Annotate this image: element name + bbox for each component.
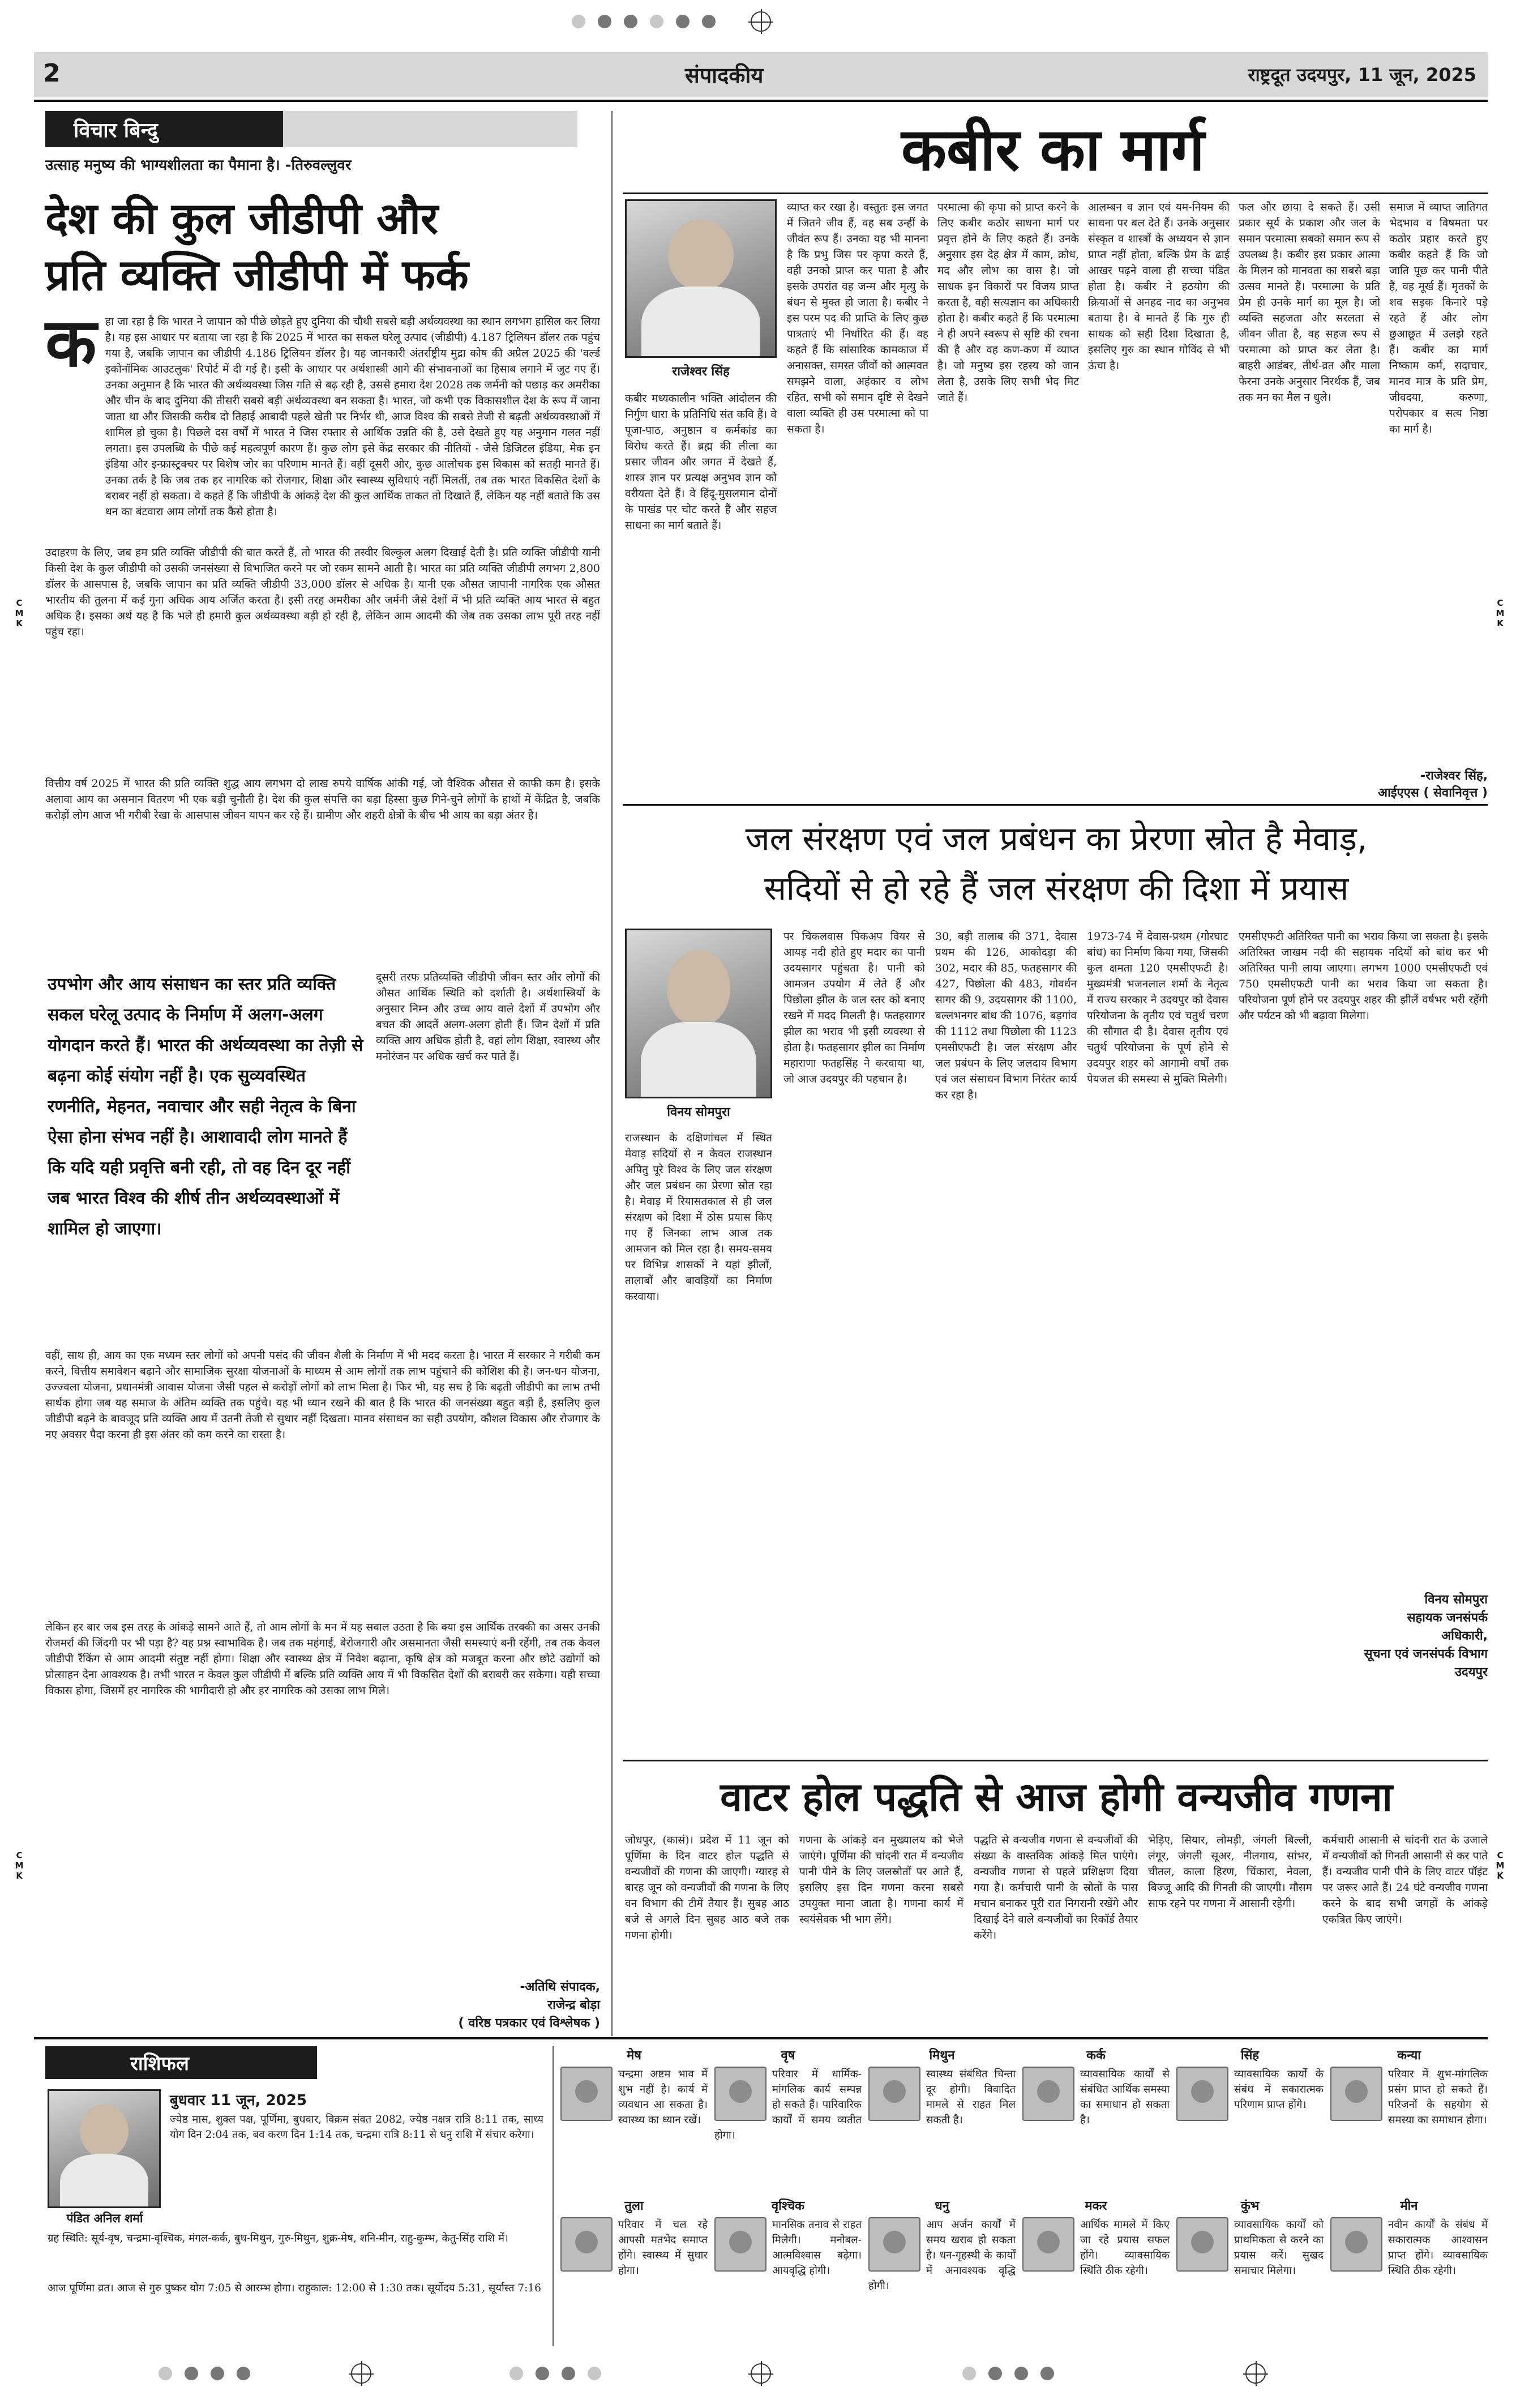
rashi-name: मीन — [1400, 2199, 1418, 2213]
kabir-col-4: आलम्बन व ज्ञान एवं यम-नियम की साधना पर बल देते हैं। उनके अनुसार संस्कृत व शास्त्रों के अध्ययन से ज्ञान प्राप्त नहीं होता, बल्कि प्रेम के ढाई आखर पढ़ने वाला ही सच्चा पंडित होता है। कबीर ने हठयोग की क्रियाओं से अनहद नाद का अनुभव बताया है। वे मानते हैं कि गुरु ही साधक को सही दिशा दिखाता है, इसलिए गुरु का स्थान गोविंद से भी ऊंचा है। — [1088, 201, 1230, 372]
mewar-byline-title-1: सहायक जनसंपर्क — [1407, 1611, 1488, 1625]
rashi-text: आर्थिक मामले में किए जा रहे प्रयास सफल होंगे। व्यावसायिक स्थिति ठीक रहेगी। — [1080, 2219, 1170, 2277]
rashi-kark — [1022, 2046, 1170, 2188]
rashi-name: मिथुन — [929, 2048, 955, 2063]
column-divider-left — [611, 111, 613, 2036]
rashi-name: मकर — [1085, 2199, 1107, 2213]
rashi-name: धनु — [935, 2199, 949, 2213]
kabir-byline-title: आईएएस ( सेवानिवृत्त ) — [1378, 786, 1488, 800]
rashi-text: परिवार में चल रहे आपसी मतभेद समाप्त होंगे। स्वास्थ्य में सुधार होगा। — [618, 2219, 708, 2277]
gdp-byline-author: राजेन्द्र बोड़ा — [547, 1998, 600, 2012]
capricorn-icon — [1022, 2217, 1074, 2272]
astrologer-photo — [48, 2089, 161, 2208]
waterhole-col-2: गणना के आंकड़े वन मुख्यालय को भेजे जाएंगे। पूर्णिमा की चांदनी रात में वन्यजीव पानी पीने के लिए जलस्रोतों पर आते हैं, इसलिए इस दिन गणना करना सबसे उपयुक्त माना जाता है। गणना कार्य में स्वयंसेवक भी भाग लेंगे। — [799, 1834, 963, 1926]
kabir-col-3: परमात्मा की कृपा को प्राप्त करने के लिए कबीर कठोर साधना मार्ग पर प्रवृत्त होने के लिए कहते हैं। उनके अनुसार इस देह क्षेत्र में काम, क्रोध, मद और लोभ का वास है। जो साधक इन विकारों पर विजय प्राप्त करता है, वही सत्यज्ञान का अधिकारी होता है। कबीर कहते हैं कि परमात्मा ने ही अपने स्वरूप से सृष्टि की रचना की है और वह कण-कण में व्याप्त है। जो मनुष्य इस रहस्य को जान लेता है, उसके लिए सभी भेद मिट जाते हैं। — [937, 201, 1079, 404]
waterhole-col-1: जोधपुर, (कासं)। प्रदेश में 11 जून को पूर्णिमा के दिन वाटर होल पद्धति से वन्यजीवों की गणना की जाएगी। ग्यारह से बारह जून को वन्यजीवों की गणना के लिए वन विभाग की टीमें तैयार हैं। सुबह आठ बजे से अगले दिन सुबह आठ बजे तक गणना होगी। — [625, 1834, 789, 1941]
astrologer-name: पंडित अनिल शर्मा — [66, 2212, 143, 2225]
rashi-text: व्यावसायिक कार्यों से संबंधित आर्थिक समस्या का समाधान हो सकता है। — [1080, 2068, 1170, 2126]
gdp-dropcap: क — [45, 303, 97, 382]
vichar-band — [283, 111, 577, 147]
rashi-vrishchik — [714, 2197, 862, 2344]
rashi-tula — [560, 2197, 708, 2344]
pisces-icon — [1330, 2217, 1382, 2272]
vichar-label-box — [45, 111, 283, 147]
gemini-icon — [868, 2067, 920, 2121]
aquarius-icon — [1176, 2217, 1228, 2272]
kabir-photo-caption: राजेश्वर सिंह — [672, 365, 730, 379]
rashi-text: स्वास्थ्य संबंधित चिन्ता दूर होगी। विवादित मामले से राहत मिल सकती है। — [926, 2068, 1016, 2126]
rashi-name: सिंह — [1240, 2048, 1260, 2063]
rashi-singh — [1176, 2046, 1324, 2188]
kabir-byline — [1245, 768, 1488, 802]
kabir-col-2: व्याप्त कर रखा है। वस्तुतः इस जगत में जितने जीव हैं, वह सब उन्हीं के जीवंत रूप हैं। उनका यह भी मानना है कि प्रभु जिस पर कृपा करते हैं, वही उनको प्राप्त कर पाता है और इसके उपरांत वह जन्म और मृत्यु के बंधन से मुक्त हो जाता है। कबीर ने इस परम पद की प्राप्ति के लिए कुछ पात्रताएं भी निर्धारित की हैं। वह कहते हैं कि सांसारिक कामकाज में अनासक्त, समस्त जीवों को आत्मवत समझने वाला, अहंकार व लोभ रहित, सभी को समान दृष्टि से देखने वाला व्यक्ति ही उस परमात्मा को पा सकता है। — [787, 201, 928, 435]
cmk-marks-right-bottom: C M K — [1496, 1850, 1505, 1881]
rashi-name: कन्या — [1397, 2048, 1421, 2063]
rashi-kanya — [1330, 2046, 1488, 2188]
rashi-text: व्यावसायिक कार्यों के संबंध में सकारात्मक परिणाम प्राप्त होंगे। — [1234, 2068, 1324, 2111]
vichar-quote: उत्साह मनुष्य की भाग्यशीलता का पैमाना है। -तिरुवल्लुवर — [45, 157, 352, 174]
gdp-headline-line1: देश की कुल जीडीपी और — [45, 193, 438, 243]
mewar-byline-title-4: उदयपुर — [1455, 1665, 1488, 1679]
mewar-byline-title-3: सूचना एवं जनसंपर्क विभाग — [1364, 1647, 1488, 1661]
mewar-photo-caption: विनय सोमपुरा — [667, 1105, 730, 1119]
taurus-icon — [714, 2067, 766, 2121]
gdp-para-2: उदाहरण के लिए, जब हम प्रति व्यक्ति जीडीपी की बात करते हैं, तो भारत की तस्वीर बिल्कुल अलग दिखाई देती है। प्रति व्यक्ति जीडीपी यानी किसी देश के कुल जीडीपी को उसकी जनसंख्या से विभाजित करने पर जो रकम सामने आती है। भारत का प्रति व्यक्ति जीडीपी लगभग 2,800 डॉलर के आसपास है, जबकि जापान का प्रति व्यक्ति जीडीपी 33,000 डॉलर से अधिक है। यानी एक औसत जापानी नागरिक एक औसत भारतीय की तुलना में कई गुना अधिक आय अर्जित करता है। इसी तरह अमरीका और जर्मनी जैसे देशों में भी प्रति व्यक्ति आय भारत से बहुत अधिक है। इसका अर्थ यह है कि भले ही हमारी कुल अर्थव्यवस्था बड़ी हो रही है, लेकिन आम आदमी की जेब तक उसका लाभ पूरी तरह नहीं पहुंच रहा। — [45, 546, 600, 638]
virgo-icon — [1330, 2067, 1382, 2121]
masthead-rule — [34, 100, 1488, 102]
rashi-name: कर्क — [1086, 2048, 1106, 2063]
section-title: संपादकीय — [685, 63, 764, 88]
rashi-dhanu — [868, 2197, 1016, 2344]
rashifal-top-rule — [34, 2037, 1488, 2039]
aries-icon — [560, 2067, 613, 2121]
rashi-kumbh — [1176, 2197, 1324, 2344]
rashifal-panchang: ज्येष्ठ मास, शुक्ल पक्ष, पूर्णिमा, बुधवार, विक्रम संवत 2082, ज्येष्ठ नक्षत्र रात्रि 8:11 तक, साध्य योग दिन 2:04 तक, बव करण दिन 1:14 तक, चन्द्रमा रात्रि 8:11 से धनु राशि में संचार करेगा। — [170, 2114, 543, 2141]
vichar-label: विचार बिन्दु — [74, 119, 158, 142]
kabir-col-5: फल और छाया दे सकते हैं। उसी प्रकार सूर्य के प्रकाश और जल के समान परमात्मा सबको समान रूप से उपलब्ध है। कबीर इस प्रकार आत्मा के मिलन को मानवता का सबसे बड़ा उत्सव मानते हैं। परमात्मा के प्रति प्रेम ही उनके मार्ग का मूल है। जो व्यक्ति सहजता और सरलता से जीवन जीता है, वह सहज रूप से परमात्मा को प्राप्त कर लेता है। बाहरी आडंबर, तीर्थ-व्रत और माला फेरना उनके अनुसार निरर्थक हैं, जब तक मन का मैल न धुले। — [1239, 201, 1380, 404]
color-bar-bottom-right — [962, 2367, 1054, 2380]
gdp-byline-role: -अतिथि संपादक, — [520, 1980, 600, 1994]
rashi-text: परिवार में शुभ-मांगलिक प्रसंग प्राप्त हो सकते हैं। परिजनों के सहयोग से समस्या का समाधान होगा। — [1388, 2068, 1488, 2126]
registration-mark-bottom-left — [351, 2363, 371, 2384]
rashifal-day: बुधवार 11 जून, 2025 — [170, 2092, 307, 2109]
rashifal-timings: आज पूर्णिमा व्रत। आज से गुरु पुष्कर योग 7:05 से आरम्भ होगा। राहुकाल: 12:00 से 1:30 तक। सूर्योदय 5:31, सूर्यास्त 7:16 — [48, 2282, 541, 2294]
rashi-text: नवीन कार्यों के संबंध में सकारात्मक आश्वासन प्राप्त होंगे। व्यावसायिक स्थिति ठीक रहेगी। — [1388, 2219, 1488, 2277]
rashi-name: वृश्चिक — [771, 2199, 805, 2213]
scorpio-icon — [714, 2217, 766, 2272]
cancer-icon — [1022, 2067, 1074, 2121]
gdp-para-1: हा जा रहा है कि भारत ने जापान को पीछे छोड़ते हुए दुनिया की चौथी सबसे बड़ी अर्थव्यवस्था का स्थान लगभग हासिल कर लिया है। यह इस आधार पर बताया जा रहा है कि 2025 में भारत का सकल घरेलू उत्पाद (जीडीपी) 4.187 ट्रिलियन डॉलर तक पहुंच गया है, जबकि जापान का जीडीपी 4.186 ट्रिलियन डॉलर है। यह जानकारी अंतर्राष्ट्रीय मुद्रा कोष की अप्रैल 2025 की 'वर्ल्ड इकोनॉमिक आउटलुक' रिपोर्ट में दी गई है। इसी के आधार पर अर्थशास्त्री आगे की संभावनाओं का हिसाब लगाने में जुट गए हैं। उनका अनुमान है कि भारत की अर्थव्यवस्था जिस गति से बढ़ रही है, उससे हमारा देश 2028 तक जर्मनी को पछाड़ कर अमरीका और चीन के बाद दुनिया की तीसरी सबसे बड़ी अर्थव्यवस्था बन सकता है। भारत, जो कभी एक विकासशील देश के रूप में जाना जाता था और जिसकी करीब दो तिहाई आबादी पहले खेती पर निर्भर थी, आज विश्व की सबसे तेजी से बढ़ती अर्थव्यवस्थाओं में शामिल हो चुका है। पिछले दस वर्षों में भारत ने जिस रफ्तार से आर्थिक उन्नति की है, उसे देखते हुए यह अनुमान गलत नहीं लगता। इस उपलब्धि के पीछे कई महत्वपूर्ण कारण हैं। कुछ लोग इसे केंद्र सरकार की नीतियों - जैसे डिजिटल इंडिया, मेक इन इंडिया और इन्फ्रास्ट्रक्चर पर विशेष जोर का परिणाम मानते हैं। वहीं दूसरी ओर, कुछ आलोचक इस विकास को सतही मानते हैं। उनका तर्क है कि जब तक हर नागरिक को रोजगार, शिक्षा और स्वास्थ्य सुविधाएं नहीं मिलतीं, तब तक भारत विकसित देशों के बराबर नहीं हो सकता। वे कहते हैं कि जीडीपी के आंकड़े देश की कुल आर्थिक ताकत तो दिखाते हैं, लेकिन यह नहीं बताते कि उस धन का बंटवारा आम लोगों तक कैसे होता है। — [105, 315, 600, 518]
gdp-para-3: वित्तीय वर्ष 2025 में भारत की प्रति व्यक्ति शुद्ध आय लगभग दो लाख रुपये वार्षिक आंकी गई, जो वैश्विक औसत से काफी कम है। इसके अलावा आय का असमान वितरण भी एक बड़ी चुनौती है। देश की कुल संपत्ति का बड़ा हिस्सा कुछ गिने-चुने लोगों के हाथों में केंद्रित है, जबकि करोड़ों लोग आज भी गरीबी रेखा के आसपास जीवन यापन कर रहे हैं। ग्रामीण और शहरी क्षेत्रों के बीच भी आय का बड़ा अंतर है। — [45, 777, 600, 822]
mewar-bottom-rule — [623, 1760, 1488, 1761]
rashi-name: मेष — [627, 2048, 641, 2063]
color-bar-bottom-center — [509, 2367, 601, 2380]
rashifal-divider — [553, 2046, 554, 2346]
kabir-author-photo — [625, 199, 777, 358]
mewar-col-3: 30, बड़ी तालाब की 371, देवास प्रथम की 126, आकोदड़ा की 302, मदार की 85, फतहसागर की 427, पिछोला की 483, गोवर्धन सागर की 9, उदयसागर की 1100, बल्लभनगर बांध की 1076, बड़गांव की 1112 तथा पिछोला की 1123 एमसीएफटी है। जल संरक्षण और जल प्रबंधन के लिए जलदाय विभाग एवं जल संसाधन विभाग निरंतर कार्य कर रहा है। — [935, 930, 1077, 1101]
rashi-meen — [1330, 2197, 1488, 2344]
gdp-para-4: दूसरी तरफ प्रतिव्यक्ति जीडीपी जीवन स्तर और लोगों की औसत आर्थिक स्थिति को दर्शाती है। अर्थशास्त्रियों के अनुसार निम्न और उच्च आय वाले देशों में उपभोग और बचत की आदतें अलग-अलग होती हैं। जिन देशों में प्रति व्यक्ति आय अधिक होती है, वहां लोग शिक्षा, स्वास्थ्य और मनोरंजन पर अधिक खर्च कर पाते हैं। — [376, 971, 600, 1063]
rashi-vrish — [714, 2046, 862, 2188]
color-bar-top — [572, 15, 716, 28]
kabir-byline-name: -राजेश्वर सिंह, — [1420, 769, 1488, 783]
rashi-text: चन्द्रमा अष्टम भाव में शुभ नहीं है। कार्य में व्यवधान आ सकता है। स्वास्थ्य का ध्यान रखें। — [618, 2068, 708, 2126]
registration-mark-top — [751, 11, 771, 32]
rashi-mithun — [868, 2046, 1016, 2188]
gdp-byline — [45, 1978, 600, 2033]
registration-mark-bottom-center — [751, 2363, 771, 2384]
mewar-byline-name: विनय सोमपुरा — [1424, 1593, 1488, 1607]
page-number: 2 — [43, 59, 61, 88]
gdp-byline-title: ( वरिष्ठ पत्रकार एवं विश्लेषक ) — [458, 2016, 600, 2030]
rashifal-label: राशिफल — [130, 2052, 189, 2075]
rashi-mesh — [560, 2046, 708, 2188]
rashifal-label-box — [45, 2046, 317, 2079]
leo-icon — [1176, 2067, 1228, 2121]
gdp-para-6: लेकिन हर बार जब इस तरह के आंकड़े सामने आते हैं, तो आम लोगों के मन में यह सवाल उठता है कि क्या इस आर्थिक तरक्की का असर उनकी रोजमर्रा की जिंदगी पर भी पड़ा है? यह प्रश्न स्वाभाविक है। जब तक महंगाई, बेरोजगारी और असमानता जैसी समस्याएं बनी रहेंगी, तब तक केवल जीडीपी रैंकिंग से आम आदमी संतुष्ट नहीं होगा। शिक्षा और स्वास्थ्य क्षेत्र में निवेश बढ़ाना, कृषि क्षेत्र को मजबूत करना और छोटे उद्योगों को प्रोत्साहन देना आवश्यक है। तभी भारत न केवल कुल जीडीपी में बल्कि प्रति व्यक्ति आय में भी विकसित देशों की बराबरी कर सकेगा। यही सच्चा विकास होगा, जिसमें हर नागरिक की भागीदारी हो और हर नागरिक को उसका लाभ मिले। — [45, 1621, 600, 1697]
mewar-col-2: पर चिकलवास पिकअप वियर से आयड़ नदी होते हुए मदार का पानी उदयसागर पहुंचता है। पानी को आमजन उपयोग में लेते हैं और पिछोला झील के जल स्तर को बनाए रखने में मदद मिलती है। फतहसागर झील का भराव भी इसी व्यवस्था से होता है। फतहसागर झील का निर्माण महाराणा फतहसिंह ने करवाया था, जो आज उदयपुर की पहचान है। — [783, 930, 925, 1085]
rashi-name: वृष — [781, 2048, 795, 2063]
waterhole-col-5: कर्मचारी आसानी से चांदनी रात के उजाले में वन्यजीवों को गिनती आसानी से कर पाते हैं। वन्यजीव पानी पीने के लिए वाटर पॉइंट पर जरूर आते हैं। 24 घंटे वन्यजीव गणना करने के बाद सभी जगहों के आंकड़े एकत्रित किए जाएंगे। — [1322, 1834, 1488, 1926]
rashi-makar — [1022, 2197, 1170, 2344]
libra-icon — [560, 2217, 613, 2272]
masthead — [34, 52, 1488, 97]
mewar-byline-title-2: अधिकारी, — [1441, 1629, 1488, 1643]
waterhole-headline: वाटर होल पद्धति से आज होगी वन्यजीव गणना — [720, 1774, 1393, 1820]
gdp-headline-line2: प्रति व्यक्ति जीडीपी में फर्क — [45, 250, 469, 300]
mewar-col-5: एमसीएफटी अतिरिक्त पानी का भराव किया जा सकता है। इसके अतिरिक्त जाखम नदी की सहायक नदियों को बांध कर भी अतिरिक्त पानी लाया जाएगा। लगभग 1000 एमसीएफटी एवं 750 एमसीएफटी पानी का भराव किया जा सकता है। परियोजना पूर्ण होने पर उदयपुर शहर की झीलें वर्षभर भरी रहेंगी और पर्यटन को भी बढ़ावा मिलेगा। — [1239, 930, 1488, 1022]
mewar-byline — [1239, 1591, 1488, 1682]
rashi-name: तुला — [624, 2199, 644, 2213]
rashi-text: व्यावसायिक कार्यों को प्राथमिकता से करने का प्रयास करें। सुखद समाचार मिलेगा। — [1234, 2219, 1324, 2277]
kabir-col-6: समाज में व्याप्त जातिगत भेदभाव व विषमता पर कठोर प्रहार करते हुए कबीर कहते हैं कि जो जाति पूछ कर पानी पीते हैं, वह मूर्ख हैं। मृतकों के शव सड़क किनारे पड़े रहते हैं और लोग छुआछूत में उलझे रहते हैं। कबीर का मार्ग निष्काम कर्म, सदाचार, मानव मात्र के प्रति प्रेम, जीवदया, करुणा, परोपकार व सत्य निष्ठा का मार्ग है। — [1389, 201, 1488, 435]
rashi-text: परिवार में धार्मिक-मांगलिक कार्य सम्पन्न हो सकते हैं। पारिवारिक कार्यों में समय व्यतीत होगा। — [714, 2068, 862, 2141]
rashi-text: मानसिक तनाव से राहत मिलेगी। मनोबल-आत्मविश्वास बढ़ेगा। आयवृद्धि होगी। — [772, 2219, 862, 2277]
kabir-top-rule — [623, 193, 1488, 194]
rashi-name: कुंभ — [1240, 2199, 1260, 2213]
paper-date: राष्ट्रदूत उदयपुर, 11 जून, 2025 — [1248, 64, 1476, 85]
registration-mark-bottom-right — [1245, 2363, 1266, 2384]
waterhole-col-3: पद्धति से वन्यजीव गणना से वन्यजीवों की संख्या के वास्तविक आंकड़े मिल पाएंगे। वन्यजीव गणना से पहले प्रशिक्षण दिया गया है। कर्मचारी पानी के स्रोतों के पास मचान बनाकर पूरी रात निगरानी रखेंगे और दिखाई देने वाले वन्यजीवों का रिकॉर्ड तैयार करेंगे। — [974, 1834, 1138, 1941]
kabir-col-1: कबीर मध्यकालीन भक्ति आंदोलन की निर्गुण धारा के प्रतिनिधि संत कवि हैं। वे पूजा-पाठ, अनुष्ठान व कर्मकांड का विरोध करते हैं। ब्रह्म की लीला का प्रसार जीवन और जगत में देखते हैं, शास्त्र ज्ञान पर प्रत्यक्ष अनुभव ज्ञान को वरीयता देते हैं। वे हिंदू-मुसलमान दोनों के पाखंड पर चोट करते हैं और सहज साधना का मार्ग बताते हैं। — [625, 392, 777, 532]
kabir-headline: कबीर का मार्ग — [901, 115, 1205, 184]
waterhole-col-4: भेड़िए, सियार, लोमड़ी, जंगली बिल्ली, लंगूर, जंगली सूअर, नीलगाय, सांभर, चीतल, काला हिरण, चिंकारा, नेवला, बिज्जू आदि की गिनती की जाएगी। मौसम साफ रहने पर गणना में आसानी रहेगी। — [1148, 1834, 1312, 1910]
rashifal-planets: ग्रह स्थिति: सूर्य-वृष, चन्द्रमा-वृश्चिक, मंगल-कर्क, बुध-मिथुन, गुरु-मिथुन, शुक्र-मेष, शनि-मीन, राहु-कुम्भ, केतु-सिंह राशि में। — [48, 2232, 509, 2244]
rashi-text: आप अर्जन कार्यों में समय खराब हो सकता है। धन-गृहस्थी के कार्यों में अनावश्यक वृद्धि होगी। — [868, 2219, 1016, 2292]
gdp-pullquote: उपभोग और आय संसाधन का स्तर प्रति व्यक्ति सकल घरेलू उत्पाद के निर्माण में अलग-अलग योगदान करते हैं। भारत की अर्थव्यवस्था का तेज़ी से बढ़ना कोई संयोग नहीं है। एक सुव्यवस्थित रणनीति, मेहनत, नवाचार और सही नेतृत्व के बिना ऐसा होना संभव नहीं है। आशावादी लोग मानते हैं कि यदि यही प्रवृत्ति बनी रही, तो वह दिन दूर नहीं जब भारत विश्व की शीर्ष तीन अर्थव्यवस्थाओं में शामिल हो जाएगा। — [48, 974, 363, 1239]
mewar-headline-line2: सदियों से हो रहे हैं जल संरक्षण की दिशा में प्रयास — [764, 869, 1349, 908]
mewar-col-1: राजस्थान के दक्षिणांचल में स्थित मेवाड़ सदियों से न केवल राजस्थान अपितु पूरे विश्व के लिए जल संरक्षण और जल प्रबंधन का प्रेरणा स्रोत रहा है। मेवाड़ में रियासतकाल से ही जल संरक्षण को दिशा में ठोस प्रयास किए गए हैं जिनका लाभ आज तक आमजन को मिल रहा है। समय-समय पर विभिन्न शासकों ने यहां झीलों, तालाबों और बावड़ियों का निर्माण करवाया। — [625, 1132, 772, 1303]
cmk-marks-right-top: C M K — [1496, 598, 1505, 628]
cmk-marks-left-bottom: C M K — [15, 1850, 24, 1881]
sagittarius-icon — [868, 2217, 920, 2272]
cmk-marks-left-top: C M K — [15, 598, 24, 628]
color-bar-bottom — [159, 2367, 250, 2380]
mewar-headline-line1: जल संरक्षण एवं जल प्रबंधन का प्रेरणा स्रोत है मेवाड़, — [745, 819, 1368, 858]
kabir-bottom-rule — [623, 804, 1488, 806]
mewar-col-4: 1973-74 में देवास-प्रथम (गोरघाट बांध) का निर्माण किया गया, जिसकी कुल क्षमता 120 एमसीएफटी है। मुख्यमंत्री भजनलाल शर्मा के नेतृत्व में राज्य सरकार ने उदयपुर को देवास परियोजना के तृतीय एवं चतुर्थ चरण की सौगात दी है। देवास तृतीय एवं चतुर्थ परियोजना के पूर्ण होने से उदयपुर शहर को आगामी वर्षों तक पेयजल की समस्या से मुक्ति मिलेगी। — [1087, 930, 1228, 1085]
gdp-para-5: वहीं, साथ ही, आय का एक मध्यम स्तर लोगों को अपनी पसंद की जीवन शैली के निर्माण में भी मदद करता है। भारत में सरकार ने गरीबी कम करने, वित्तीय समावेशन बढ़ाने और सामाजिक सुरक्षा योजनाओं के माध्यम से आम लोगों तक लाभ पहुंचाने की कोशिश की है। जन-धन योजना, उज्ज्वला योजना, प्रधानमंत्री आवास योजना जैसी पहल से करोड़ों लोगों को लाभ मिला है। फिर भी, यह सच है कि बढ़ती जीडीपी का लाभ तभी सार्थक होगा जब यह समाज के अंतिम व्यक्ति तक पहुंचे। यह भी ध्यान रखने की बात है कि भारत की जनसंख्या बहुत बड़ी है, इसलिए कुल जीडीपी बढ़ने के बावजूद प्रति व्यक्ति आय में उतनी तेजी से सुधार नहीं दिखता। मानव संसाधन का सही उपयोग, कौशल विकास और रोजगार के नए अवसर पैदा करना ही इस अंतर को कम करने का रास्ता है। — [45, 1349, 600, 1441]
mewar-author-photo — [625, 929, 772, 1098]
